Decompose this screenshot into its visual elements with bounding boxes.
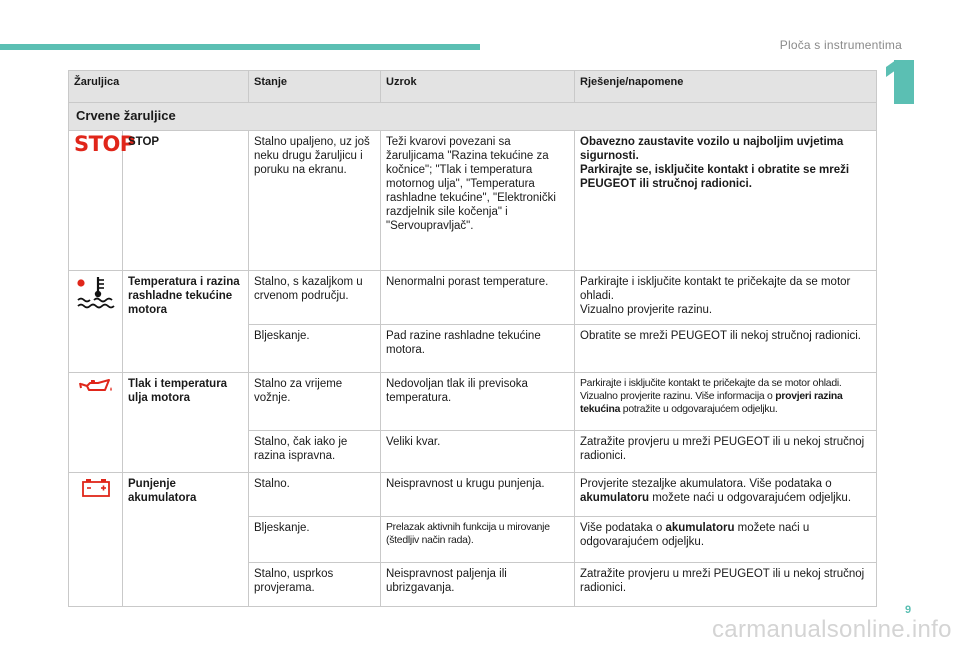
lamp-state: Stalno, čak iako je razina ispravna.	[249, 431, 381, 473]
solution-line: Parkirajte i isključite kontakt te pričekajte da se motor ohladi.	[580, 276, 851, 302]
table-row-stop	[69, 131, 877, 271]
solution-text: možete naći u odgovarajućem odjeljku.	[580, 522, 810, 548]
lamp-cause: Nenormalni porast temperature.	[381, 271, 575, 325]
lamp-solution: Zatražite provjeru u mreži PEUGEOT ili u nekoj stručnoj radionici.	[575, 431, 877, 473]
solution-line: Parkirajte se, isključite kontakt i obratite se mreži PEUGEOT ili stručnoj radionici.	[580, 164, 850, 190]
column-header-solution: Rješenje/napomene	[575, 71, 877, 103]
solution-text: Više podataka o	[580, 522, 666, 534]
lamp-solution	[575, 373, 877, 431]
lamp-state: Stalno.	[249, 473, 381, 517]
solution-text: potražite u odgovarajućem odjeljku.	[620, 404, 778, 415]
lamp-cause: Prelazak aktivnih funkcija u mirovanje (štedljiv način rada).	[381, 517, 575, 563]
lamp-cause: Teži kvarovi povezani sa žaruljicama "Razina tekućine za kočnice"; "Tlak i temperatura motornog ulja", "Temperatura rashladne tekućine", "Elektronički razdjelnik sile kočenja" i "Servoupravljač".	[381, 131, 575, 271]
solution-line	[580, 390, 871, 416]
lamp-cause: Neispravnost paljenja ili ubrizgavanja.	[381, 563, 575, 607]
column-header-lamp: Žaruljica	[69, 71, 249, 103]
solution-text: Provjerite stezaljke akumulatora. Više podataka o	[580, 478, 832, 490]
battery-icon-cell	[69, 473, 123, 607]
solution-line: Parkirajte i isključite kontakt te pričekajte da se motor ohladi.	[580, 378, 842, 389]
lamp-state: Bljeskanje.	[249, 517, 381, 563]
watermark: carmanualsonline.info	[712, 616, 952, 643]
lamp-solution: Zatražite provjeru u mreži PEUGEOT ili u nekoj stručnoj radionici.	[575, 563, 877, 607]
lamp-name: STOP	[123, 131, 249, 271]
table-row-battery	[69, 473, 877, 517]
lamp-name: Temperatura i razina rashladne tekućine motora	[123, 271, 249, 373]
solution-line: Vizualno provjerite razinu.	[580, 304, 713, 316]
lamp-state: Stalno za vrijeme vožnje.	[249, 373, 381, 431]
header-title: Ploča s instrumentima	[779, 38, 902, 52]
coolant-icon-cell	[69, 271, 123, 373]
lamp-solution: Obratite se mreži PEUGEOT ili nekoj stručnoj radionici.	[575, 325, 877, 373]
coolant-temperature-icon	[76, 275, 116, 311]
top-accent-bar	[0, 44, 480, 50]
warning-lights-table	[68, 70, 877, 607]
lamp-state: Bljeskanje.	[249, 325, 381, 373]
lamp-solution	[575, 517, 877, 563]
lamp-solution	[575, 271, 877, 325]
lamp-cause: Pad razine rashladne tekućine motora.	[381, 325, 575, 373]
lamp-cause: Veliki kvar.	[381, 431, 575, 473]
solution-link-text: akumulatoru	[580, 492, 650, 504]
column-header-state: Stanje	[249, 71, 381, 103]
table-row-coolant	[69, 271, 877, 325]
lamp-state: Stalno, s kazaljkom u crvenom području.	[249, 271, 381, 325]
table-row-oil	[69, 373, 877, 431]
oil-can-icon	[78, 377, 114, 399]
lamp-name: Punjenje akumulatora	[123, 473, 249, 607]
stop-icon: STOP	[74, 132, 135, 156]
solution-text: možete naći u odgovarajućem odjeljku.	[649, 492, 852, 504]
stop-icon-cell	[69, 131, 135, 271]
section-title: Crvene žaruljice	[69, 103, 877, 131]
section-row	[69, 103, 877, 131]
chapter-marker	[894, 60, 914, 104]
solution-line: Obavezno zaustavite vozilo u najboljim uvjetima sigurnosti.	[580, 136, 844, 162]
lamp-state: Stalno, usprkos provjerama.	[249, 563, 381, 607]
battery-icon	[81, 477, 111, 497]
lamp-state: Stalno upaljeno, uz još neku drugu žaruljicu i poruku na ekranu.	[249, 131, 381, 271]
solution-link-text: provjeri razina tekućina	[580, 391, 843, 415]
lamp-name: Tlak i temperatura ulja motora	[123, 373, 249, 473]
column-header-cause: Uzrok	[381, 71, 575, 103]
lamp-cause: Neispravnost u krugu punjenja.	[381, 473, 575, 517]
oil-icon-cell	[69, 373, 123, 473]
solution-link-text: akumulatoru	[665, 522, 735, 534]
table-header-row	[69, 71, 877, 103]
lamp-cause: Nedovoljan tlak ili previsoka temperatura.	[381, 373, 575, 431]
page-number: 9	[905, 604, 912, 616]
solution-text: Vizualno provjerite razinu. Više informacija o	[580, 391, 776, 402]
lamp-solution	[575, 473, 877, 517]
lamp-solution	[575, 131, 877, 271]
